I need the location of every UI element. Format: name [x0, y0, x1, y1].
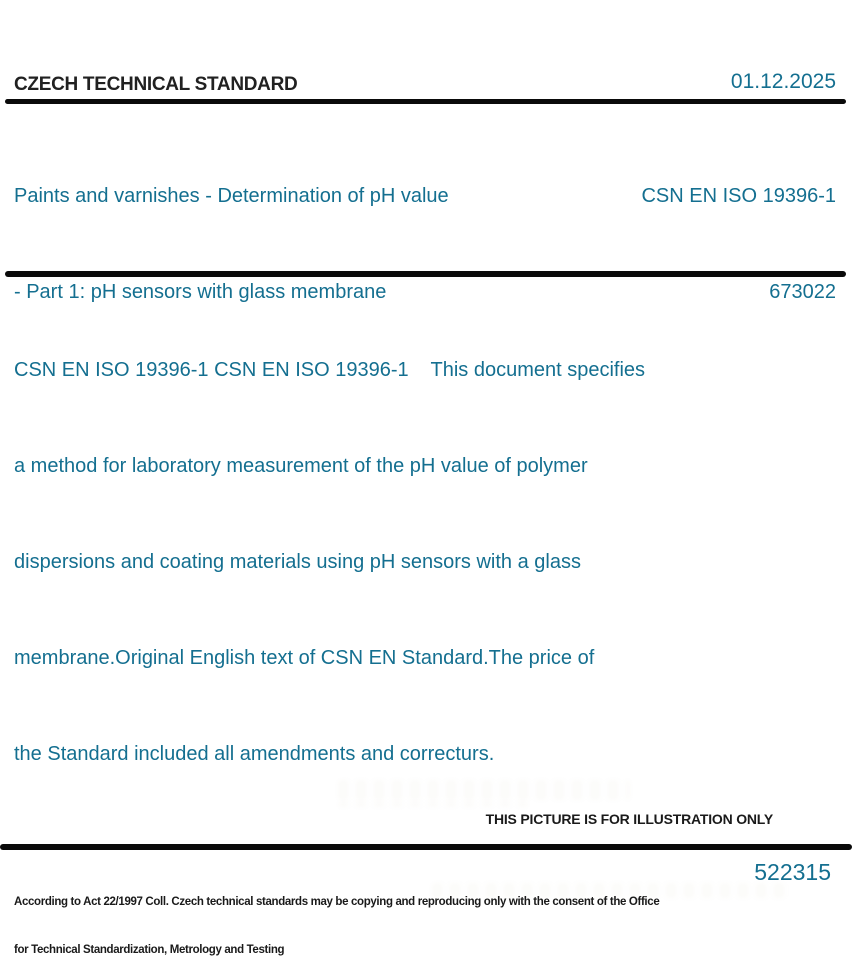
- illustration-disclaimer: THIS PICTURE IS FOR ILLUSTRATION ONLY: [485, 811, 773, 827]
- standard-identifiers: [641, 116, 836, 340]
- publication-date: 01.12.2025: [730, 70, 836, 93]
- document-type-heading: CZECH TECHNICAL STANDARD: [14, 74, 298, 95]
- abstract-line: dispersions and coating materials using pH sensors with a glass: [14, 551, 581, 573]
- faint-watermark: [338, 780, 630, 800]
- copyright-notice-line2: for Technical Standardization, Metrology and Testing: [14, 944, 285, 956]
- faint-watermark-underline: [338, 802, 528, 807]
- footer-divider-rule: [0, 844, 852, 850]
- abstract-paragraph: [14, 290, 645, 802]
- abstract-line: a method for laboratory measurement of the pH value of polymer: [14, 455, 588, 477]
- abstract-line: membrane.Original English text of CSN EN Standard.The price of: [14, 647, 595, 669]
- header-divider-rule: [5, 99, 846, 104]
- abstract-line: CSN EN ISO 19396-1 CSN EN ISO 19396-1 This document specifies: [14, 359, 646, 381]
- copyright-notice-line1: According to Act 22/1997 Coll. Czech technical standards may be copying and reproducing only with the consent of the Office: [14, 896, 660, 908]
- section-divider-rule: [5, 271, 846, 277]
- copyright-notice: [14, 862, 659, 974]
- standard-title-line2: - Part 1: pH sensors with glass membrane: [14, 281, 387, 303]
- abstract-line: the Standard included all amendments and correcturs.: [14, 743, 495, 765]
- standard-designation: CSN EN ISO 19396-1: [641, 185, 836, 207]
- catalog-number: 522315: [754, 859, 831, 885]
- standard-title-line1: Paints and varnishes - Determination of pH value: [14, 185, 449, 207]
- standard-catalog-class: 673022: [769, 281, 836, 303]
